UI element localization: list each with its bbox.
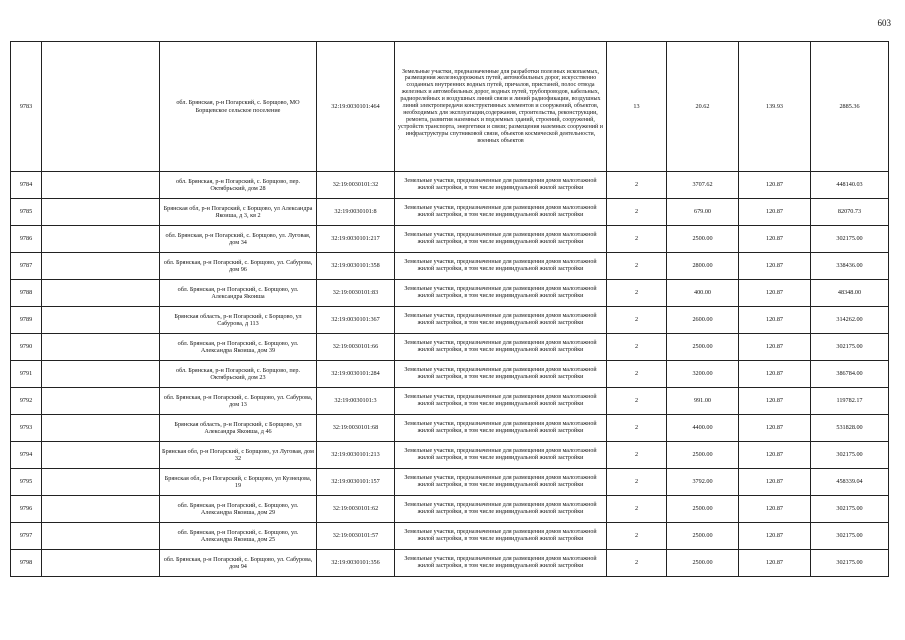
cadastral-value-cell: 302175.00 bbox=[811, 442, 889, 469]
cadastral-value-cell: 531828.00 bbox=[811, 415, 889, 442]
address-cell: обл. Брянская, р-н Погарский, с. Борщово, ул. Александра Якоиша, дом 29 bbox=[160, 496, 317, 523]
area-cell: 2500.00 bbox=[667, 523, 739, 550]
table-row bbox=[11, 415, 889, 442]
use-code-cell: 2 bbox=[607, 226, 667, 253]
blank-cell bbox=[42, 550, 160, 577]
land-use-cell: Земельные участки, предназначенные для размещения домов малоэтажной жилой застройки, в том числе индивидуальной жилой застройки bbox=[395, 469, 607, 496]
address-cell: обл. Брянская, р-н Погарский, с. Борщово, пер. Октябрьский, дом 28 bbox=[160, 172, 317, 199]
page-number: 603 bbox=[877, 18, 891, 28]
price-cell: 120.87 bbox=[739, 415, 811, 442]
area-cell: 2800.00 bbox=[667, 253, 739, 280]
address-cell: обл. Брянская, р-н Погарский, с. Борщово, ул. Александра Якоиша, дом 25 bbox=[160, 523, 317, 550]
land-use-cell: Земельные участки, предназначенные для размещения домов малоэтажной жилой застройки, в том числе индивидуальной жилой застройки bbox=[395, 388, 607, 415]
use-code-cell: 2 bbox=[607, 172, 667, 199]
land-use-cell: Земельные участки, предназначенные для размещения домов малоэтажной жилой застройки, в том числе индивидуальной жилой застройки bbox=[395, 172, 607, 199]
table-row bbox=[11, 226, 889, 253]
table-row bbox=[11, 361, 889, 388]
area-cell: 2500.00 bbox=[667, 226, 739, 253]
blank-cell bbox=[42, 469, 160, 496]
land-use-cell: Земельные участки, предназначенные для размещения домов малоэтажной жилой застройки, в том числе индивидуальной жилой застройки bbox=[395, 334, 607, 361]
cadastral-value-cell: 302175.00 bbox=[811, 334, 889, 361]
address-cell: обл. Брянская, р-н Погарский, с. Борщово, ул. Сабурова, дом 94 bbox=[160, 550, 317, 577]
row-number: 9792 bbox=[11, 388, 42, 415]
address-cell: обл. Брянская, р-н Погарский, с. Борщово, МО Борщевское сельское поселение bbox=[160, 42, 317, 172]
row-number: 9798 bbox=[11, 550, 42, 577]
table-row bbox=[11, 280, 889, 307]
cadastral-number-cell: 32:19:0030101:284 bbox=[317, 361, 395, 388]
area-cell: 2500.00 bbox=[667, 442, 739, 469]
cadastral-value-cell: 338436.00 bbox=[811, 253, 889, 280]
address-cell: обл. Брянская, р-н Погарский, с. Борщово, ул. Александра Якоиша bbox=[160, 280, 317, 307]
row-number: 9788 bbox=[11, 280, 42, 307]
land-use-cell: Земельные участки, предназначенные для размещения домов малоэтажной жилой застройки, в том числе индивидуальной жилой застройки bbox=[395, 442, 607, 469]
cadastral-number-cell: 32:19:0030101:157 bbox=[317, 469, 395, 496]
land-use-cell: Земельные участки, предназначенные для размещения домов малоэтажной жилой застройки, в том числе индивидуальной жилой застройки bbox=[395, 253, 607, 280]
use-code-cell: 2 bbox=[607, 307, 667, 334]
price-cell: 120.87 bbox=[739, 307, 811, 334]
cadastral-number-cell: 32:19:0030101:62 bbox=[317, 496, 395, 523]
row-number: 9784 bbox=[11, 172, 42, 199]
area-cell: 4400.00 bbox=[667, 415, 739, 442]
row-number: 9783 bbox=[11, 42, 42, 172]
land-use-cell: Земельные участки, предназначенные для размещения домов малоэтажной жилой застройки, в том числе индивидуальной жилой застройки bbox=[395, 550, 607, 577]
price-cell: 120.87 bbox=[739, 469, 811, 496]
cadastral-number-cell: 32:19:0030101:367 bbox=[317, 307, 395, 334]
table-row bbox=[11, 469, 889, 496]
table-row bbox=[11, 388, 889, 415]
area-cell: 2600.00 bbox=[667, 307, 739, 334]
table-row bbox=[11, 550, 889, 577]
row-number: 9791 bbox=[11, 361, 42, 388]
area-cell: 3200.00 bbox=[667, 361, 739, 388]
blank-cell bbox=[42, 361, 160, 388]
cadastral-value-cell: 302175.00 bbox=[811, 496, 889, 523]
use-code-cell: 13 bbox=[607, 42, 667, 172]
blank-cell bbox=[42, 42, 160, 172]
price-cell: 120.87 bbox=[739, 550, 811, 577]
row-number: 9786 bbox=[11, 226, 42, 253]
blank-cell bbox=[42, 523, 160, 550]
table-row bbox=[11, 172, 889, 199]
price-cell: 120.87 bbox=[739, 172, 811, 199]
use-code-cell: 2 bbox=[607, 253, 667, 280]
use-code-cell: 2 bbox=[607, 361, 667, 388]
cadastral-value-cell: 302175.00 bbox=[811, 226, 889, 253]
blank-cell bbox=[42, 307, 160, 334]
cadastral-number-cell: 32:19:0030101:464 bbox=[317, 42, 395, 172]
price-cell: 120.87 bbox=[739, 199, 811, 226]
cadastral-number-cell: 32:19:0030101:32 bbox=[317, 172, 395, 199]
area-cell: 3707.62 bbox=[667, 172, 739, 199]
cadastral-number-cell: 32:19:0030101:217 bbox=[317, 226, 395, 253]
area-cell: 20.62 bbox=[667, 42, 739, 172]
blank-cell bbox=[42, 199, 160, 226]
cadastral-number-cell: 32:19:0030101:358 bbox=[317, 253, 395, 280]
price-cell: 120.87 bbox=[739, 361, 811, 388]
cadastral-value-cell: 448140.03 bbox=[811, 172, 889, 199]
cadastral-number-cell: 32:19:0030101:8 bbox=[317, 199, 395, 226]
land-plots-table bbox=[10, 41, 889, 577]
area-cell: 2500.00 bbox=[667, 334, 739, 361]
blank-cell bbox=[42, 442, 160, 469]
table-row bbox=[11, 42, 889, 172]
address-cell: обл. Брянская, р-н Погарский, с. Борщово, ул. Александра Якоиша, дом 39 bbox=[160, 334, 317, 361]
use-code-cell: 2 bbox=[607, 388, 667, 415]
cadastral-number-cell: 32:19:0030101:3 bbox=[317, 388, 395, 415]
cadastral-value-cell: 302175.00 bbox=[811, 523, 889, 550]
price-cell: 120.87 bbox=[739, 226, 811, 253]
cadastral-value-cell: 458339.04 bbox=[811, 469, 889, 496]
area-cell: 991.00 bbox=[667, 388, 739, 415]
row-number: 9794 bbox=[11, 442, 42, 469]
row-number: 9795 bbox=[11, 469, 42, 496]
land-use-cell: Земельные участки, предназначенные для размещения домов малоэтажной жилой застройки, в том числе индивидуальной жилой застройки bbox=[395, 523, 607, 550]
use-code-cell: 2 bbox=[607, 469, 667, 496]
cadastral-number-cell: 32:19:0030101:356 bbox=[317, 550, 395, 577]
land-use-cell: Земельные участки, предназначенные для размещения домов малоэтажной жилой застройки, в том числе индивидуальной жилой застройки bbox=[395, 361, 607, 388]
land-use-cell: Земельные участки, предназначенные для размещения домов малоэтажной жилой застройки, в том числе индивидуальной жилой застройки bbox=[395, 496, 607, 523]
cadastral-value-cell: 82070.73 bbox=[811, 199, 889, 226]
land-use-cell: Земельные участки, предназначенные для размещения домов малоэтажной жилой застройки, в том числе индивидуальной жилой застройки bbox=[395, 199, 607, 226]
cadastral-number-cell: 32:19:0030101:66 bbox=[317, 334, 395, 361]
cadastral-value-cell: 386784.00 bbox=[811, 361, 889, 388]
blank-cell bbox=[42, 172, 160, 199]
price-cell: 120.87 bbox=[739, 496, 811, 523]
area-cell: 400.00 bbox=[667, 280, 739, 307]
row-number: 9793 bbox=[11, 415, 42, 442]
land-use-cell: Земельные участки, предназначенные для размещения домов малоэтажной жилой застройки, в том числе индивидуальной жилой застройки bbox=[395, 280, 607, 307]
blank-cell bbox=[42, 280, 160, 307]
use-code-cell: 2 bbox=[607, 199, 667, 226]
row-number: 9796 bbox=[11, 496, 42, 523]
land-use-cell: Земельные участки, предназначенные для размещения домов малоэтажной жилой застройки, в том числе индивидуальной жилой застройки bbox=[395, 226, 607, 253]
table-row bbox=[11, 523, 889, 550]
row-number: 9790 bbox=[11, 334, 42, 361]
area-cell: 2500.00 bbox=[667, 496, 739, 523]
table-row bbox=[11, 253, 889, 280]
blank-cell bbox=[42, 226, 160, 253]
address-cell: обл. Брянская, р-н Погарский, с. Борщово, ул. Сабурова, дом 13 bbox=[160, 388, 317, 415]
cadastral-value-cell: 314262.00 bbox=[811, 307, 889, 334]
use-code-cell: 2 bbox=[607, 415, 667, 442]
cadastral-value-cell: 2885.36 bbox=[811, 42, 889, 172]
price-cell: 120.87 bbox=[739, 334, 811, 361]
cadastral-number-cell: 32:19:0030101:213 bbox=[317, 442, 395, 469]
blank-cell bbox=[42, 253, 160, 280]
area-cell: 679.00 bbox=[667, 199, 739, 226]
use-code-cell: 2 bbox=[607, 550, 667, 577]
cadastral-value-cell: 302175.00 bbox=[811, 550, 889, 577]
address-cell: обл. Брянская, р-н Погарский, с. Борщово, пер. Октябрьский, дом 23 bbox=[160, 361, 317, 388]
address-cell: обл. Брянская, р-н Погарский, с. Борщово, ул. Сабурова, дом 96 bbox=[160, 253, 317, 280]
row-number: 9797 bbox=[11, 523, 42, 550]
address-cell: Брянская область, р-н Погарский, с Борщово, ул Александра Якоиша, д 46 bbox=[160, 415, 317, 442]
blank-cell bbox=[42, 334, 160, 361]
land-use-cell: Земельные участки, предназначенные для размещения домов малоэтажной жилой застройки, в том числе индивидуальной жилой застройки bbox=[395, 307, 607, 334]
address-cell: Брянская обл, р-н Погарский, с Борщово, ул Александра Якоиша, д 3, кв 2 bbox=[160, 199, 317, 226]
price-cell: 139.93 bbox=[739, 42, 811, 172]
price-cell: 120.87 bbox=[739, 388, 811, 415]
price-cell: 120.87 bbox=[739, 523, 811, 550]
address-cell: Брянская обл, р-н Погарский, с Борщово, ул Кузнецова, 19 bbox=[160, 469, 317, 496]
address-cell: Брянская область, р-н Погарский, с Борщово, ул Сабурова, д 113 bbox=[160, 307, 317, 334]
blank-cell bbox=[42, 388, 160, 415]
cadastral-value-cell: 119782.17 bbox=[811, 388, 889, 415]
area-cell: 2500.00 bbox=[667, 550, 739, 577]
row-number: 9787 bbox=[11, 253, 42, 280]
row-number: 9785 bbox=[11, 199, 42, 226]
table-row bbox=[11, 442, 889, 469]
blank-cell bbox=[42, 415, 160, 442]
cadastral-number-cell: 32:19:0030101:57 bbox=[317, 523, 395, 550]
table-row bbox=[11, 307, 889, 334]
price-cell: 120.87 bbox=[739, 280, 811, 307]
price-cell: 120.87 bbox=[739, 253, 811, 280]
use-code-cell: 2 bbox=[607, 334, 667, 361]
use-code-cell: 2 bbox=[607, 523, 667, 550]
cadastral-value-cell: 48348.00 bbox=[811, 280, 889, 307]
table-row bbox=[11, 334, 889, 361]
price-cell: 120.87 bbox=[739, 442, 811, 469]
row-number: 9789 bbox=[11, 307, 42, 334]
land-use-cell: Земельные участки, предназначенные для размещения домов малоэтажной жилой застройки, в том числе индивидуальной жилой застройки bbox=[395, 415, 607, 442]
blank-cell bbox=[42, 496, 160, 523]
table-body bbox=[11, 42, 889, 577]
address-cell: обл. Брянская, р-н Погарский, с. Борщово, ул. Луговая, дом 34 bbox=[160, 226, 317, 253]
use-code-cell: 2 bbox=[607, 496, 667, 523]
cadastral-number-cell: 32:19:0030101:68 bbox=[317, 415, 395, 442]
use-code-cell: 2 bbox=[607, 442, 667, 469]
cadastral-number-cell: 32:19:0030101:83 bbox=[317, 280, 395, 307]
use-code-cell: 2 bbox=[607, 280, 667, 307]
land-use-cell: Земельные участки, предназначенные для разработки полезных ископаемых, размещения железнодорожных путей, автомобильных дорог, искусственно созданных внутренних водных путей, причалов, пристаней, полос отвода железных и автомобильных дорог, водных путей, трубопроводов, кабельных, радиорелейных и воздушных линий связи и линий радиофикации, воздушных линий электропередачи конструктивных элементов и сооружений, объектов, необходимых для эксплуатации,содержания, строительства, реконструкции, ремонта, развития наземных и подземных зданий, строений, сооружений, устройств транспорта, энергетики и связи; размещения наземных сооружений и инфраструктуры спутниковой связи, объектов космической деятельности, военных объектов bbox=[395, 42, 607, 172]
address-cell: Брянская обл, р-н Погарский, с Борщово, ул Луговая, дом 32 bbox=[160, 442, 317, 469]
area-cell: 3792.00 bbox=[667, 469, 739, 496]
table-row bbox=[11, 199, 889, 226]
table-row bbox=[11, 496, 889, 523]
